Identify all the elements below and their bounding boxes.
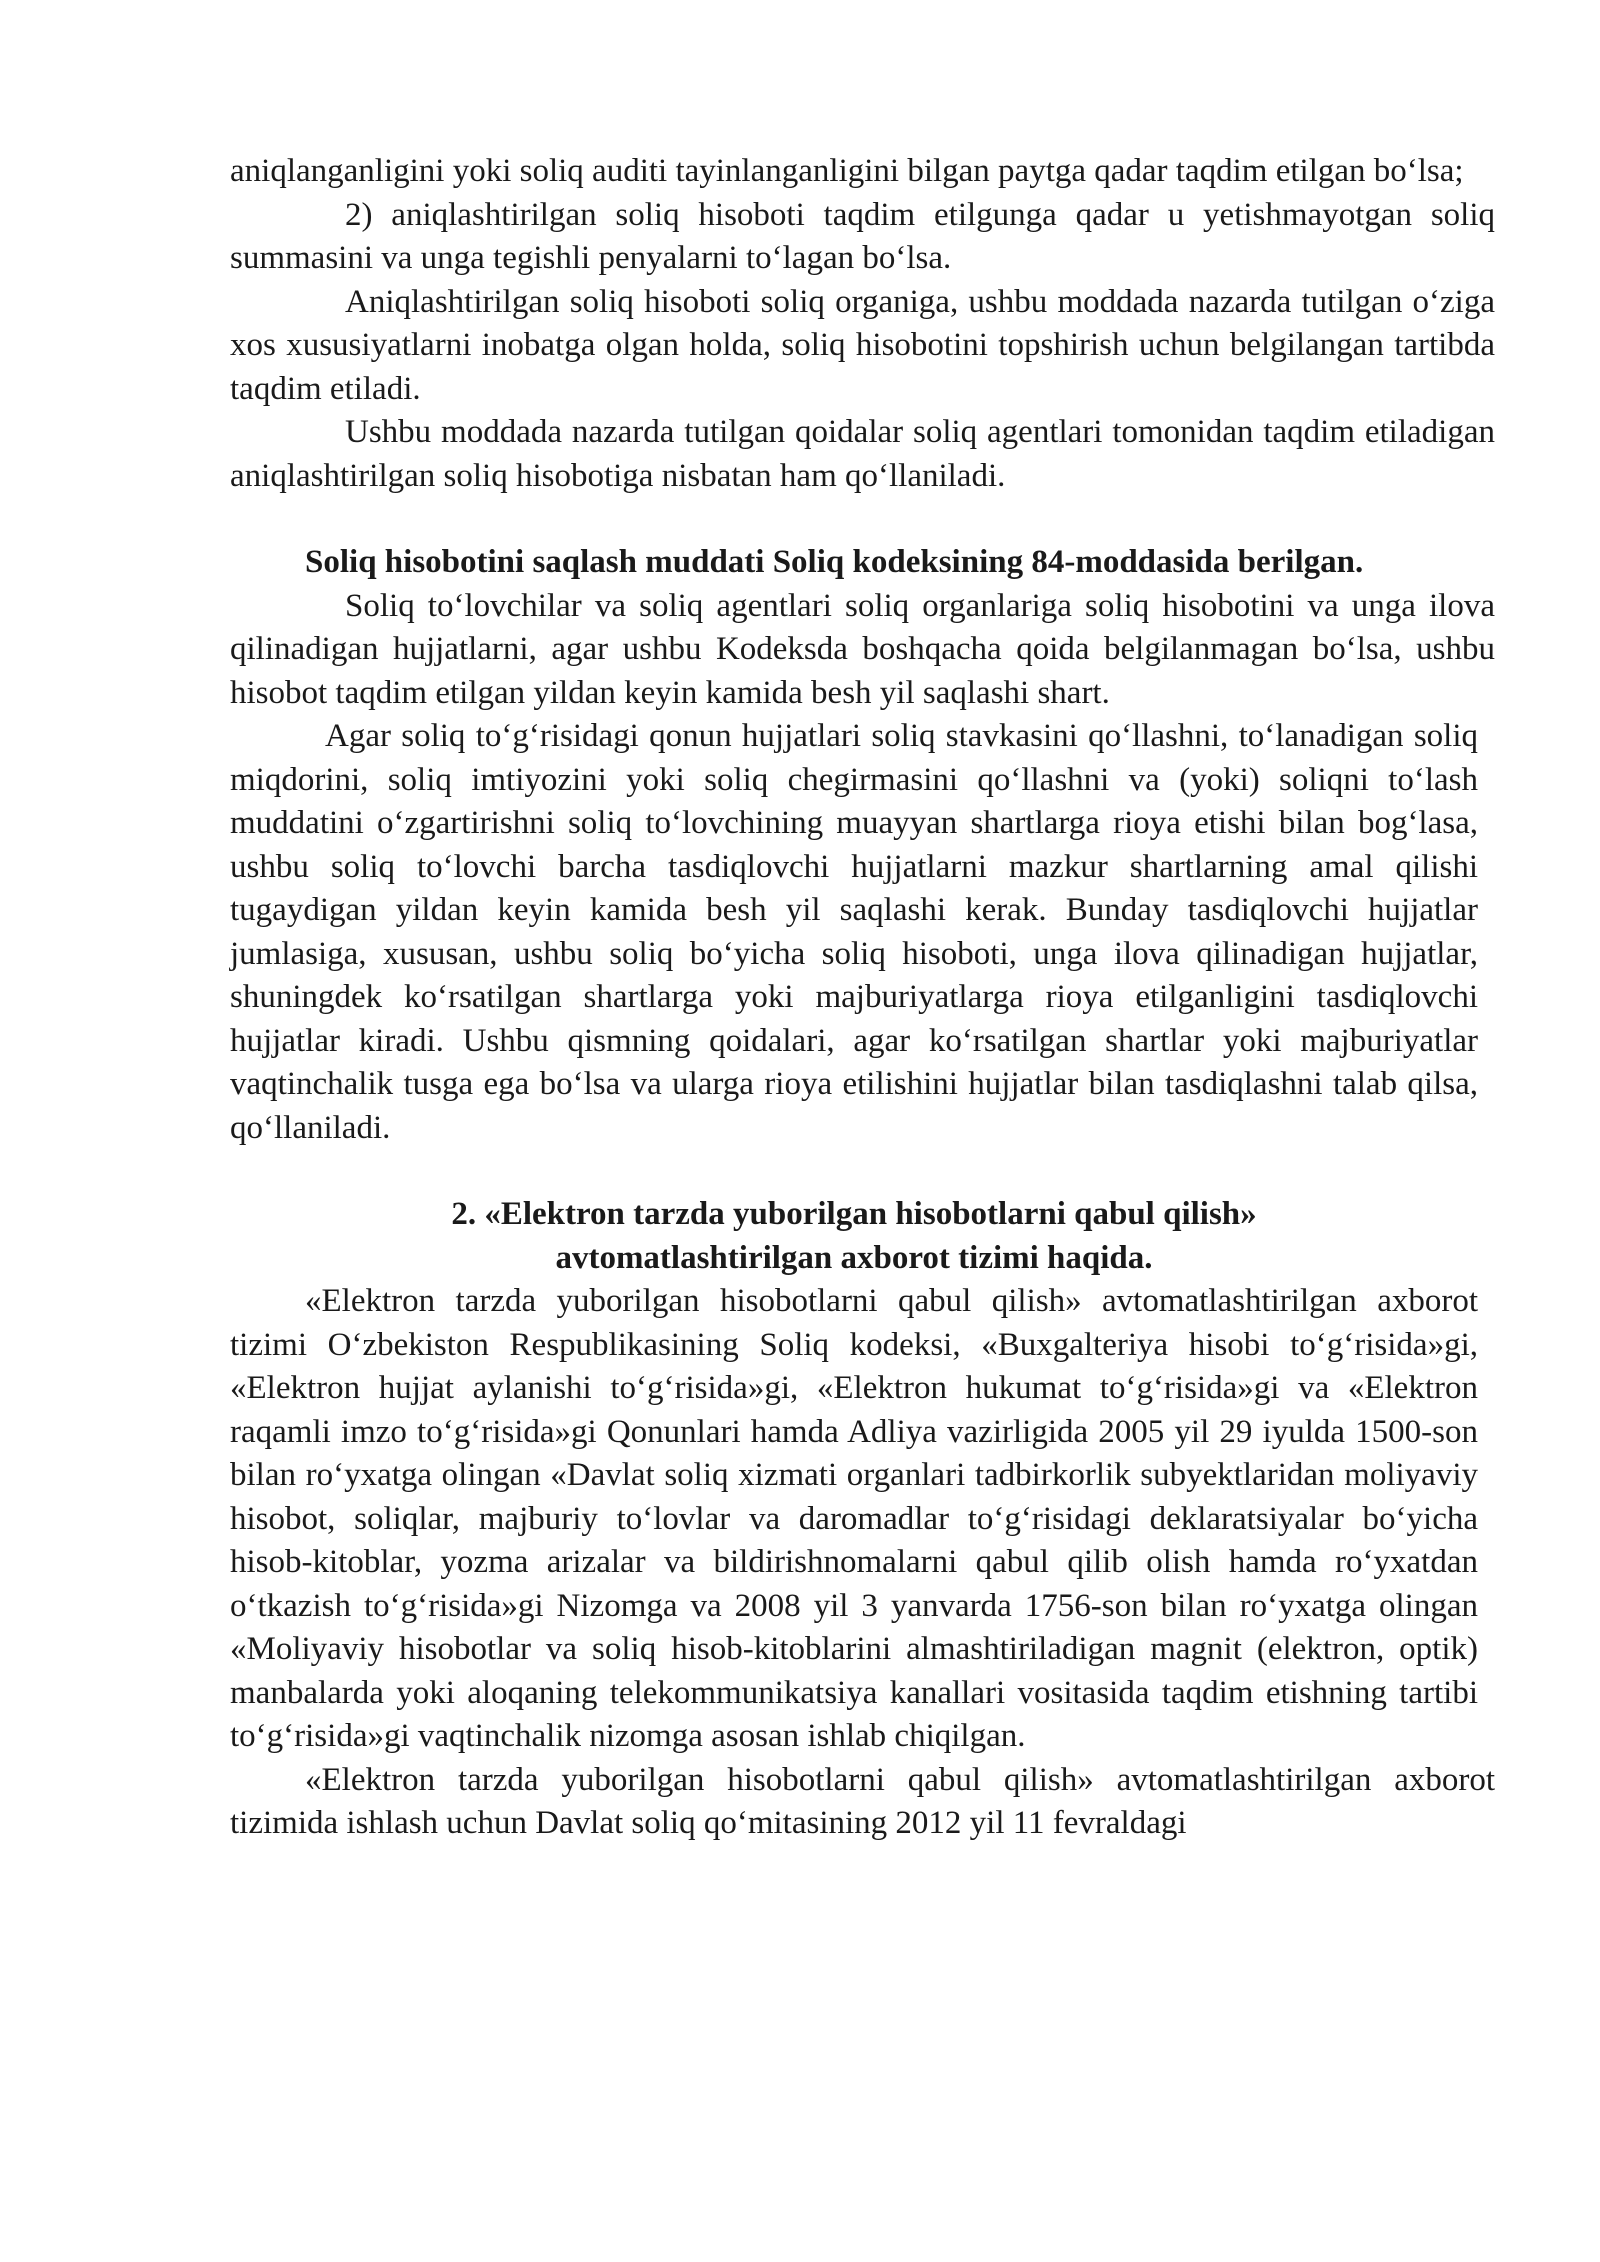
paragraph-storage-duty: Soliq to‘lovchilar va soliq agentlari soliq organlariga soliq hisobotini va unga ilova qilinadigan hujjatlarni, agar ushbu Kodeksda boshqacha qoida belgilanmagan bo‘lsa, ushbu hisobot taqdim etilgan yildan keyin kamida besh yil saqlashi shart. bbox=[230, 587, 1495, 711]
paragraph-item-2: 2) aniqlashtirilgan soliq hisoboti taqdim etilgunga qadar u yetishmayotgan soliq summasini va unga tegishli penyalarni to‘lagan bo‘lsa. bbox=[230, 196, 1495, 276]
spacer bbox=[230, 498, 1495, 541]
section-subheading: Soliq hisobotini saqlash muddati Soliq kodeksining 84-moddasida berilgan. bbox=[305, 544, 1364, 580]
paragraph-system-usage: «Elektron tarzda yuborilgan hisobotlarni qabul qilish» avtomatlashtirilgan axborot tizimida ishlash uchun Davlat soliq qo‘mitasining 2012 yil 11 fevraldagi bbox=[230, 1761, 1495, 1841]
section-heading-line-1: 2. «Elektron tarzda yuborilgan hisobotlarni qabul qilish» bbox=[451, 1196, 1257, 1232]
paragraph-clarified-report: Aniqlashtirilgan soliq hisoboti soliq organiga, ushbu moddada nazarda tutilgan o‘ziga xos xususiyatlarni inobatga olgan holda, soliq hisobotini topshirish uchun belgilangan tartibda taqdim etiladi. bbox=[230, 283, 1495, 407]
paragraph-conditions: Agar soliq to‘g‘risidagi qonun hujjatlari soliq stavkasini qo‘llashni, to‘lanadigan soliq miqdorini, soliq imtiyozini yoki soliq chegirmasini qo‘llashni va (yoki) soliqni to‘lash muddatini o‘zgartirishni soliq to‘lovchining muayyan shartlarga rioya etishi bilan bog‘lasa, ushbu soliq to‘lovchi barcha tasdiqlovchi hujjatlarni mazkur shartlarning amal qilishi tugaydigan yildan keyin kamida besh yil saqlashi kerak. Bunday tasdiqlovchi hujjatlar jumlasiga, xususan, ushbu soliq bo‘yicha soliq hisoboti, unga ilova qilinadigan hujjatlar, shuningdek ko‘rsatilgan shartlarga yoki majburiyatlarga rioya etilganligini tasdiqlovchi hujjatlar kiradi. Ushbu qismning qoidalari, agar ko‘rsatilgan shartlar yoki majburiyatlar vaqtinchalik tusga ega bo‘lsa va ularga rioya etilishini hujjatlar bilan tasdiqlashni talab qilsa, qo‘llaniladi. bbox=[230, 718, 1478, 1146]
paragraph-system-basis: «Elektron tarzda yuborilgan hisobotlarni qabul qilish» avtomatlashtirilgan axborot tizimi O‘zbekiston Respublikasining Soliq kodeksi, «Buxgalteriya hisobi to‘g‘risida»gi, «Elektron hujjat aylanishi to‘g‘risida»gi, «Elektron hukumat to‘g‘risida»gi va «Elektron raqamli imzo to‘g‘risida»gi Qonunlari hamda Adliya vazirligida 2005 yil 29 iyulda 1500-son bilan ro‘yxatga olingan «Davlat soliq xizmati organlari tadbirkorlik subyektlaridan moliyaviy hisobot, soliqlar, majburiy to‘lovlar va daromadlar to‘g‘risidagi deklaratsiyalar bo‘yicha hisob-kitoblar, yozma arizalar va bildirishnomalarni qabul qilib olish hamda ro‘yxatdan o‘tkazish to‘g‘risida»gi Nizomga va 2008 yil 3 yanvarda 1756-son bilan ro‘yxatga olingan «Moliyaviy hisobotlar va soliq hisob-kitoblarini almashtiriladigan magnit (elektron, optik) manbalarda yoki aloqaning telekommunikatsiya kanallari vositasida taqdim etishning tartibi to‘g‘risida»gi vaqtinchalik nizomga asosan ishlab chiqilgan. bbox=[230, 1283, 1478, 1754]
paragraph-continuation: aniqlanganligini yoki soliq auditi tayinlanganligini bilgan paytga qadar taqdim etilgan bo‘lsa; bbox=[230, 153, 1464, 189]
spacer bbox=[230, 1150, 1495, 1193]
document-page bbox=[230, 150, 1495, 1846]
section-heading-line-2: avtomatlashtirilgan axborot tizimi haqida. bbox=[555, 1239, 1153, 1276]
paragraph-tax-agents: Ushbu moddada nazarda tutilgan qoidalar soliq agentlari tomonidan taqdim etiladigan aniqlashtirilgan soliq hisobotiga nisbatan ham qo‘llaniladi. bbox=[230, 414, 1495, 494]
